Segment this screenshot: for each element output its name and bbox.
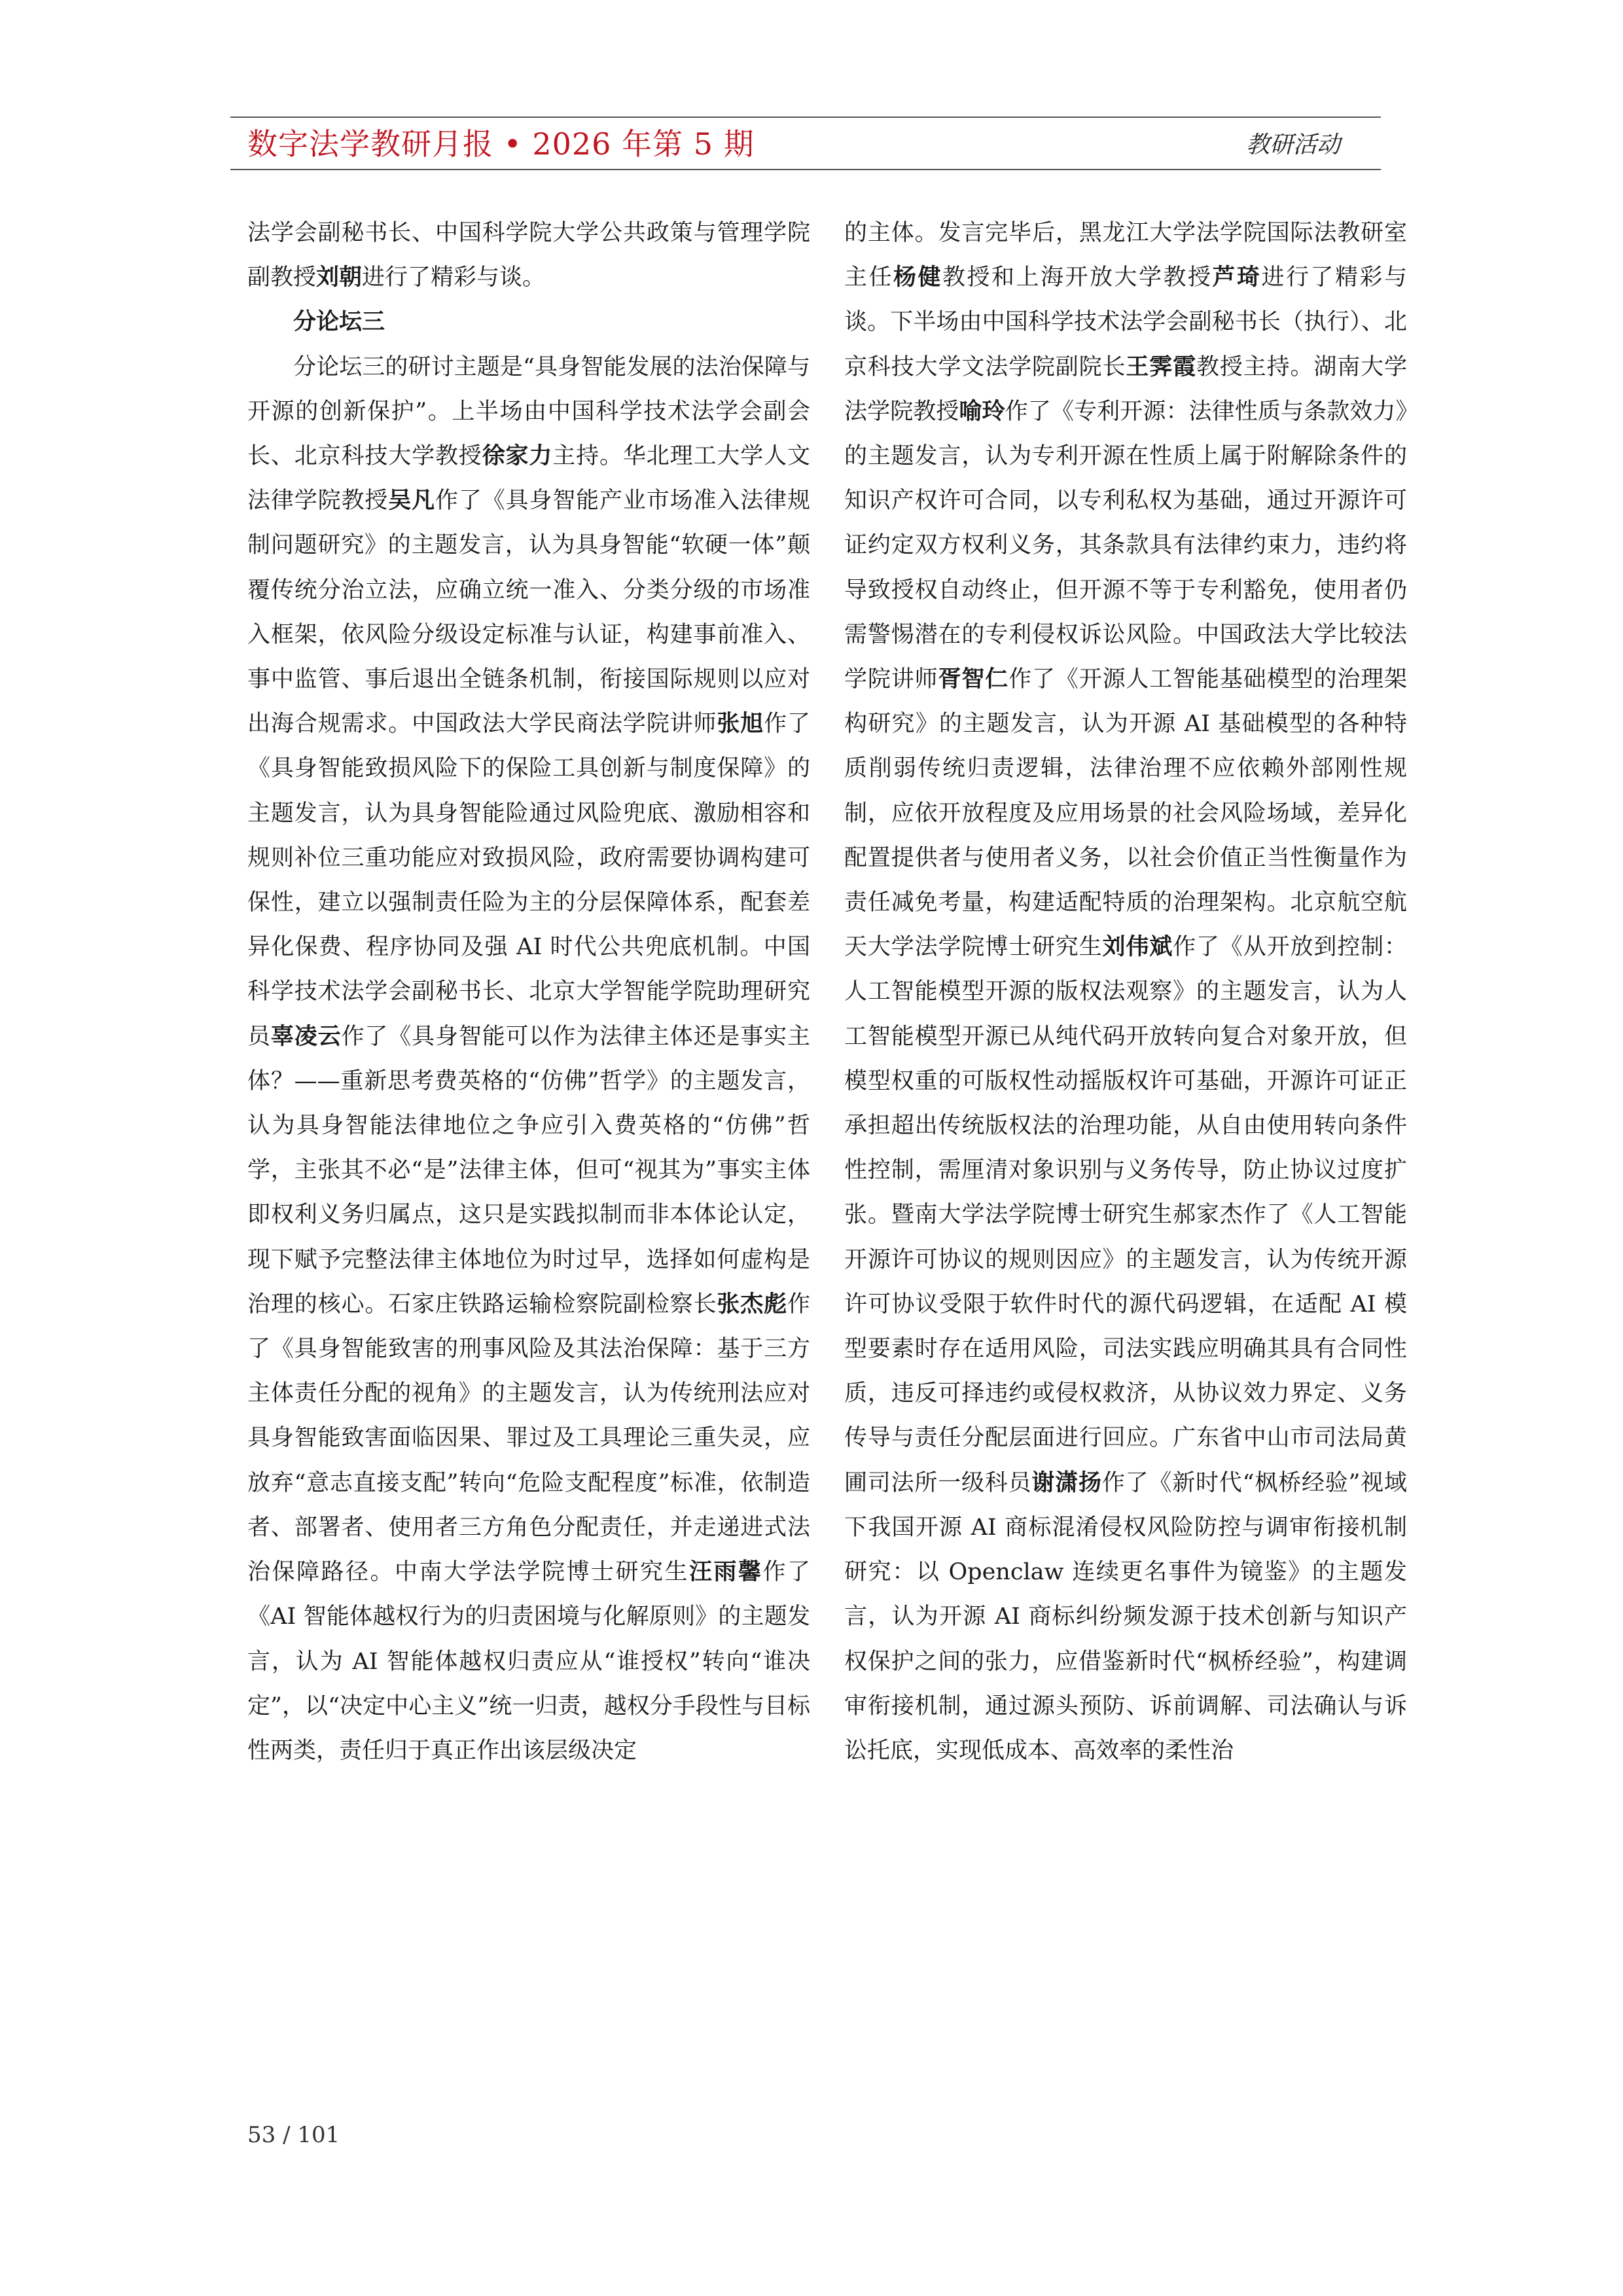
person-name: 杨健 (893, 264, 942, 291)
person-name: 吴凡 (388, 487, 435, 514)
text-run: 作了《具身智能致损风险下的保险工具创新与制度保障》的主题发言，认为具身智能险通过风险兜底、激励相容和规则补位三重功能应对致损风险，政府需要协调构建可保性，建立以强制责任险为主的分层保障体系，配套差异化保费、程序协同及强 AI 时代公共兜底机制。中国科学技术法学会副秘书长、北京大学智能学院助理研究员 (247, 711, 810, 1050)
page-number: 53 / 101 (247, 2122, 340, 2148)
text-run: 作了《从开放到控制：人工智能模型开源的版权法观察》的主题发言，认为人工智能模型开源已从纯代码开放转向复合对象开放，但模型权重的可版权性动摇版权许可基础，开源许可证正承担超出传统版权法的治理功能，从自由使用转向条件性控制，需厘清对象识别与义务传导，防止协议过度扩张。暨南大学法学院博士研究生郝家杰作了《人工智能开源许可协议的规则因应》的主题发言，认为传统开源许可协议受限于软件时代的源代码逻辑，在适配 AI 模型要素时存在适用风险，司法实践应明确其具有合同性质，违反可择违约或侵权救济，从协议效力界定、义务传导与责任分配层面进行回应。广东省中山市司法局黄圃司法所一级科员 (844, 934, 1407, 1496)
person-name: 辜凌云 (270, 1022, 342, 1050)
paragraph (247, 211, 810, 300)
section-subheading: 分论坛三 (293, 308, 385, 336)
person-name: 胥智仁 (938, 666, 1009, 693)
journal-title: 数字法学教研月报 • 2026 年第 5 期 (247, 126, 755, 162)
right-column (844, 211, 1407, 1773)
text-run: 教授主持。湖南大学法学院教授 (844, 353, 1407, 425)
left-column (247, 211, 810, 1773)
paragraph (247, 345, 810, 1774)
person-name: 刘伟斌 (1102, 933, 1173, 961)
text-run: 法学会副秘书长、中国科学院大学公共政策与管理学院副教授 (247, 220, 810, 291)
person-name: 汪雨馨 (688, 1558, 763, 1586)
text-run: 作了《AI 智能体越权行为的归责困境与化解原则》的主题发言，认为 AI 智能体越权归责应从“谁授权”转向“谁决定”，以“决定中心主义”统一归责，越权分手段性与目标性两类，责任归于真正作出该层级决定 (247, 1559, 810, 1764)
text-run: 作了《具身智能可以作为法律主体还是事实主体？——重新思考费英格的“仿佛”哲学》的主题发言，认为具身智能法律地位之争应引入费英格的“仿佛”哲学，主张其不必“是”法律主体，但可“视其为”事实主体即权利义务归属点，这只是实践拟制而非本体论认定，现下赋予完整法律主体地位为时过早，选择如何虚构是治理的核心。石家庄铁路运输检察院副检察长 (247, 1023, 810, 1318)
person-name: 芦琦 (1212, 264, 1262, 291)
person-name: 刘朝 (316, 264, 363, 291)
text-run: 分论坛三的研讨主题是“具身智能发展的法治保障与开源的创新保护”。上半场由中国科学技术法学会副会长、北京科技大学教授 (247, 353, 810, 470)
section-name: 教研活动 (1245, 132, 1340, 158)
paragraph (844, 211, 1407, 1773)
person-name: 张旭 (717, 710, 764, 738)
person-name: 谢潇扬 (1031, 1469, 1102, 1496)
text-run: 作了《具身智能产业市场准入法律规制问题研究》的主题发言，认为具身智能“软硬一体”颠覆传统分治立法，应确立统一准入、分类分级的市场准入框架，依风险分级设定标准与认证，构建事前准入、事中监管、事后退出全链条机制，衔接国际规则以应对出海合规需求。中国政法大学民商法学院讲师 (247, 488, 810, 738)
text-run: 的主体。发言完毕后，黑龙江大学法学院国际法教研室主任 (844, 220, 1407, 291)
text-run: 进行了精彩与谈。下半场由中国科学技术法学会副秘书长（执行）、北京科技大学文法学院副院长 (844, 264, 1407, 380)
person-name: 王霁霞 (1126, 353, 1197, 380)
text-run: 主持。华北理工大学人文法律学院教授 (247, 443, 810, 514)
person-name: 喻玲 (959, 397, 1005, 425)
text-run: 作了《专利开源：法律性质与条款效力》的主题发言，认为专利开源在性质上属于附解除条件的知识产权许可合同，以专利私权为基础，通过开源许可证约定双方权利义务，其条款具有法律约束力，违约将导致授权自动终止，但开源不等于专利豁免，使用者仍需警惕潜在的专利侵权诉讼风险。中国政法大学比较法学院讲师 (844, 398, 1407, 693)
text-run: 作了《具身智能致害的刑事风险及其法治保障：基于三方主体责任分配的视角》的主题发言，认为传统刑法应对具身智能致害面临因果、罪过及工具理论三重失灵，应放弃“意志直接支配”转向“危险支配程度”标准，依制造者、部署者、使用者三方角色分配责任，并走递进式法治保障路径。中南大学法学院博士研究生 (247, 1291, 810, 1586)
header-top-rule (230, 117, 1381, 118)
text-run: 进行了精彩与谈。 (362, 264, 546, 291)
text-run: 作了《新时代“枫桥经验”视域下我国开源 AI 商标混淆侵权风险防控与调审衔接机制研究：以 Openclaw 连续更名事件为镜鉴》的主题发言，认为开源 AI 商标纠纷频发源于技术创新与知识产权保护之间的张力，应借鉴新时代“枫桥经验”，构建调审衔接机制，通过源头预防、诉前调解、司法确认与诉讼托底，实现低成本、高效率的柔性治 (844, 1469, 1407, 1764)
header-bottom-rule (230, 169, 1381, 170)
text-run: 教授和上海开放大学教授 (942, 264, 1213, 291)
text-run: 作了《开源人工智能基础模型的治理架构研究》的主题发言，认为开源 AI 基础模型的各种特质削弱传统归责逻辑，法律治理不应依赖外部刚性规制，应依开放程度及应用场景的社会风险场域，差异化配置提供者与使用者义务，以社会价值正当性衡量作为责任减免考量，构建适配特质的治理架构。北京航空航天大学法学院博士研究生 (844, 666, 1407, 961)
person-name: 张杰彪 (717, 1290, 787, 1318)
person-name: 徐家力 (482, 442, 553, 470)
